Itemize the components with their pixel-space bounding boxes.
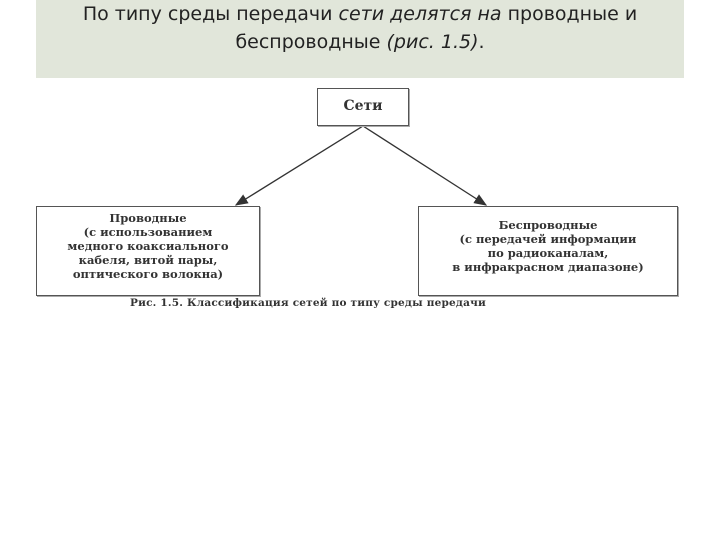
slide-title bbox=[36, 0, 684, 56]
wireless-node bbox=[418, 206, 678, 296]
wireless-desc-line: в инфракрасном диапазоне) bbox=[452, 260, 644, 274]
wired-node bbox=[36, 206, 260, 296]
title-text: беспроводные bbox=[235, 31, 387, 53]
wired-desc-line: кабеля, витой пары, bbox=[78, 253, 218, 267]
wired-desc-line: медного коаксиального bbox=[67, 239, 229, 253]
arrow-to-wired bbox=[236, 126, 363, 205]
wired-title: Проводные bbox=[109, 211, 187, 225]
figure-caption: Рис. 1.5. Классификация сетей по типу среды передачи bbox=[130, 297, 486, 309]
title-italic-text: сети делятся на bbox=[338, 3, 502, 25]
title-line-1 bbox=[36, 0, 684, 28]
title-text: По типу среды передачи bbox=[82, 3, 339, 25]
title-text: . bbox=[478, 31, 485, 53]
wired-desc-line: оптического волокна) bbox=[72, 267, 224, 281]
title-italic-text: (рис. 1.5) bbox=[386, 31, 479, 53]
arrow-to-wireless bbox=[363, 126, 486, 205]
network-classification-diagram bbox=[30, 84, 690, 314]
title-line-2 bbox=[36, 28, 684, 56]
networks-node bbox=[317, 88, 409, 126]
title-text: проводные и bbox=[501, 3, 638, 25]
wireless-desc-line: по радиоканалам, bbox=[487, 246, 609, 260]
wireless-desc-line: (с передачей информации bbox=[459, 232, 637, 246]
wireless-title: Беспроводные bbox=[498, 218, 598, 232]
networks-label: Сети bbox=[343, 98, 383, 114]
wired-desc-line: (с использованием bbox=[83, 225, 213, 239]
